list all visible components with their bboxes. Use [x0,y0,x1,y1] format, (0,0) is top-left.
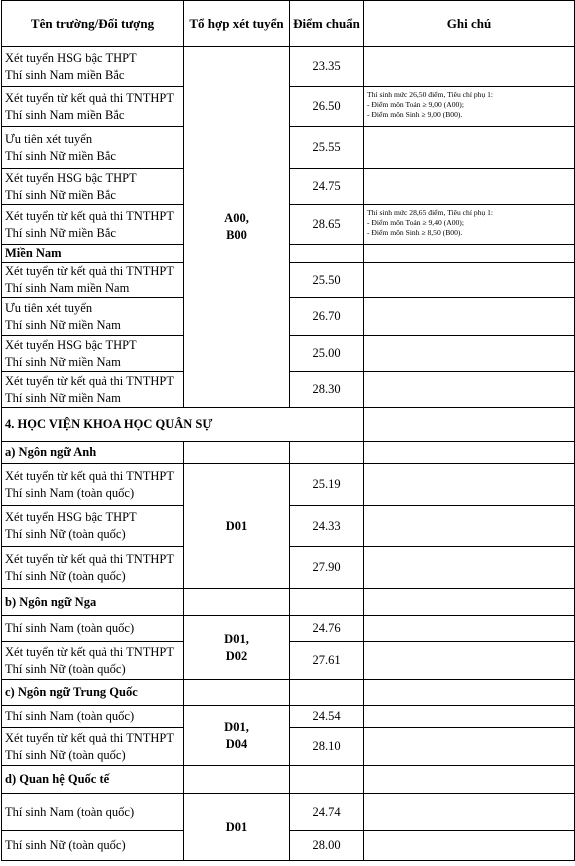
subsection-chinese: c) Ngôn ngữ Trung Quốc [2,680,184,706]
row-score: 24.76 [290,616,364,642]
row-score: 23.35 [290,47,364,87]
combo-d01: D01 [184,464,290,589]
combo-d01-d02: D01, D02 [184,616,290,680]
subsection-intl: d) Quan hệ Quốc tế [2,766,184,794]
section-row-academy [2,408,575,442]
row-name: Xét tuyển từ kết quả thi TNTHPT Thí sinh Nữ miền Nam [2,372,184,408]
row-name: Xét tuyển HSG bậc THPT Thí sinh Nữ miền Nam [2,336,184,372]
row-combo [184,766,290,794]
row-score: 27.61 [290,642,364,680]
table-row [2,464,575,506]
row-score [290,680,364,706]
row-name: Thí sinh Nam (toàn quốc) [2,794,184,831]
table-row [2,794,575,831]
row-score: 28.65 [290,205,364,245]
row-note: Thí sinh mức 28,65 điểm, Tiêu chí phụ 1: - Điểm môn Toán ≥ 9,40 (A00); - Điểm môn Sinh ≥ 8,50 (B00). [364,205,575,245]
row-note [364,127,575,169]
row-score: 25.55 [290,127,364,169]
row-name: Ưu tiên xét tuyển Thí sinh Nữ miền Nam [2,298,184,336]
subsection-row [2,680,575,706]
row-note [364,706,575,728]
row-score [290,442,364,464]
row-note [364,464,575,506]
row-note [364,336,575,372]
south-label: Miền Nam [2,245,184,263]
row-note [364,263,575,298]
row-score: 25.19 [290,464,364,506]
subsection-russian: b) Ngôn ngữ Nga [2,589,184,616]
table-row [2,706,575,728]
row-note [364,547,575,589]
header-note: Ghi chú [364,1,575,47]
row-name: Xét tuyển từ kết quả thi TNTHPT Thí sinh Nam (toàn quốc) [2,464,184,506]
header-combo: Tổ hợp xét tuyển [184,1,290,47]
row-note [364,169,575,205]
row-name: Xét tuyển từ kết quả thi TNTHPT Thí sinh Nữ (toàn quốc) [2,547,184,589]
subsection-row [2,589,575,616]
row-score: 24.54 [290,706,364,728]
header-score: Điểm chuẩn [290,1,364,47]
table-row [2,47,575,87]
row-name: Thí sinh Nam (toàn quốc) [2,616,184,642]
row-note [364,642,575,680]
header-row [2,1,575,47]
row-score [290,245,364,263]
row-score: 25.00 [290,336,364,372]
header-school: Tên trường/Đối tượng [2,1,184,47]
row-name: Xét tuyển HSG bậc THPT Thí sinh Nam miền Bắc [2,47,184,87]
row-score: 24.74 [290,794,364,831]
row-note [364,616,575,642]
row-score: 26.70 [290,298,364,336]
row-name: Ưu tiên xét tuyển Thí sinh Nữ miền Bắc [2,127,184,169]
row-note [364,372,575,408]
row-note [364,245,575,263]
row-note: Thí sinh mức 26,50 điểm, Tiêu chí phụ 1: - Điểm môn Toán ≥ 9,00 (A00); - Điểm môn Sinh ≥ 9,00 (B00). [364,87,575,127]
subsection-row [2,442,575,464]
row-score: 28.00 [290,831,364,861]
row-score: 26.50 [290,87,364,127]
row-score: 24.33 [290,506,364,547]
row-name: Xét tuyển từ kết quả thi TNTHPT Thí sinh Nữ miền Bắc [2,205,184,245]
admission-scores-table [1,0,575,861]
row-note [364,794,575,831]
row-note [364,766,575,794]
row-name: Xét tuyển từ kết quả thi TNTHPT Thí sinh Nữ (toàn quốc) [2,642,184,680]
row-note [364,506,575,547]
row-note [364,298,575,336]
row-score [290,766,364,794]
row-note [364,408,575,442]
row-name: Xét tuyển từ kết quả thi TNTHPT Thí sinh Nữ (toàn quốc) [2,728,184,766]
row-note [364,589,575,616]
row-combo [184,680,290,706]
row-score: 24.75 [290,169,364,205]
row-combo [184,589,290,616]
combo-a00-b00: A00, B00 [184,47,290,408]
row-score: 27.90 [290,547,364,589]
row-note [364,831,575,861]
row-name: Thí sinh Nữ (toàn quốc) [2,831,184,861]
row-name: Xét tuyển từ kết quả thi TNTHPT Thí sinh Nam miền Nam [2,263,184,298]
row-score: 28.10 [290,728,364,766]
row-note [364,47,575,87]
table-row [2,616,575,642]
row-score: 28.30 [290,372,364,408]
row-name: Thí sinh Nam (toàn quốc) [2,706,184,728]
row-name: Xét tuyển HSG bậc THPT Thí sinh Nữ (toàn quốc) [2,506,184,547]
row-name: Xét tuyển từ kết quả thi TNTHPT Thí sinh Nam miền Bắc [2,87,184,127]
row-score: 25.50 [290,263,364,298]
row-note [364,728,575,766]
row-score [290,589,364,616]
subsection-english: a) Ngôn ngữ Anh [2,442,184,464]
combo-d01-intl: D01 [184,794,290,861]
academy-title: 4. HỌC VIỆN KHOA HỌC QUÂN SỰ [2,408,364,442]
row-note [364,442,575,464]
row-note [364,680,575,706]
combo-d01-d04: D01, D04 [184,706,290,766]
row-combo [184,442,290,464]
subsection-row [2,766,575,794]
row-name: Xét tuyển HSG bậc THPT Thí sinh Nữ miền Bắc [2,169,184,205]
